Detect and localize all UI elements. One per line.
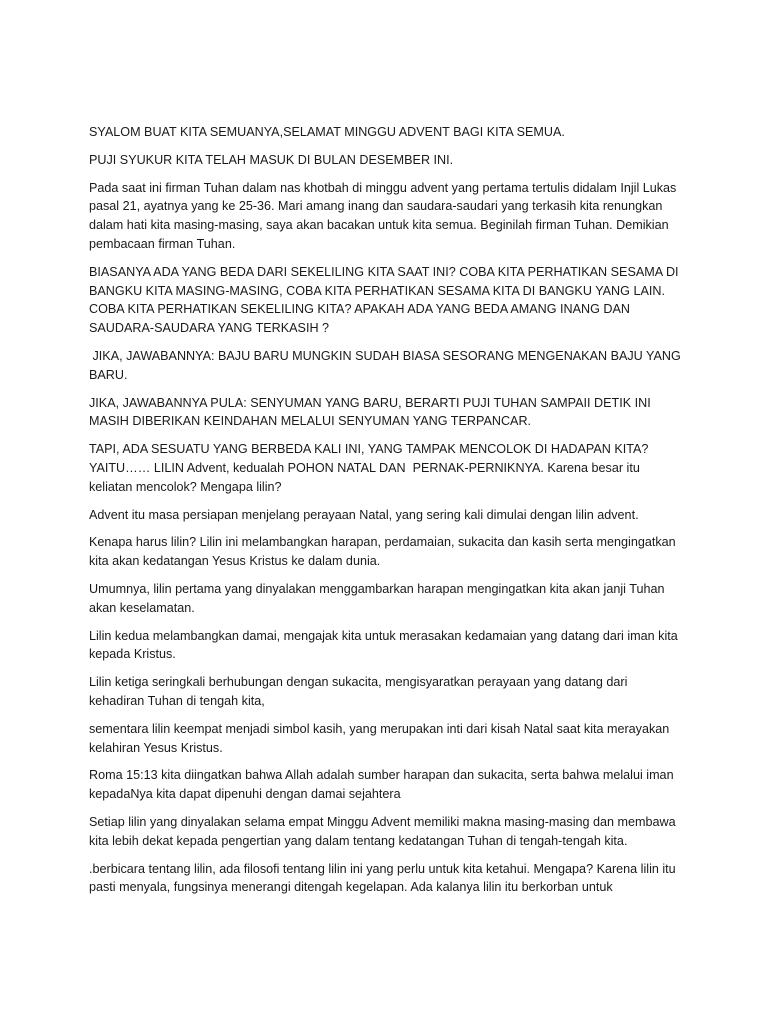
paragraph-fourth-candle: sementara lilin keempat menjadi simbol kasih, yang merupakan inti dari kisah Natal saat kita merayakan kelahiran Yesus Kristus. [89,721,673,755]
paragraph-thanks: PUJI SYUKUR KITA TELAH MASUK DI BULAN DESEMBER INI. [89,152,454,167]
paragraph-question: BIASANYA ADA YANG BEDA DARI SEKELILING KITA SAAT INI? COBA KITA PERHATIKAN SESAMA DI BANGKU KITA MASING-MASING, COBA KITA PERHATIKAN SESAMA KITA DI BANGKU YANG LAIN. COBA KITA PERHATIKAN SEKELILING KITA? APAKAH ADA YANG BEDA AMANG INANG DAN SAUDARA-SAUDARA YANG TERKASIH ? [89,264,683,336]
paragraph-scripture: Pada saat ini firman Tuhan dalam nas khotbah di minggu advent yang pertama tertulis didalam Injil Lukas pasal 21, ayatnya yang ke 25-36. Mari amang inang dan saudara-saudari yang terkasih kita renungkan dalam hati kita masing-masing, saya akan bacakan untuk kita semua. Beginilah firman Tuhan. Demikian pembacaan firman Tuhan. [89,180,680,251]
paragraph-answer-smile: JIKA, JAWABANNYA PULA: SENYUMAN YANG BARU, BERARTI PUJI TUHAN SAMPAII DETIK INI MASIH DIBERIKAN KEINDAHAN MELALUI SENYUMAN YANG TERPANCAR. [89,395,655,429]
paragraph-why-candle: Kenapa harus lilin? Lilin ini melambangkan harapan, perdamaian, sukacita dan kasih serta mengingatkan kita akan kedatangan Yesus Kristus ke dalam dunia. [89,535,680,569]
paragraph-greeting: SYALOM BUAT KITA SEMUANYA,SELAMAT MINGGU ADVENT BAGI KITA SEMUA. [89,125,565,139]
paragraph-advent-meaning: Advent itu masa persiapan menjelang perayaan Natal, yang sering kali dimulai dengan lilin advent. [89,507,639,522]
paragraph-answer-clothes: JIKA, JAWABANNYA: BAJU BARU MUNGKIN SUDAH BIASA SESORANG MENGENAKAN BAJU YANG BARU. [89,348,685,382]
paragraph-third-candle: Lilin ketiga seringkali berhubungan dengan sukacita, mengisyaratkan perayaan yang datang dari kehadiran Tuhan di tengah kita, [89,675,631,708]
paragraph-four-weeks: Setiap lilin yang dinyalakan selama empat Minggu Advent memiliki makna masing-masing dan membawa kita lebih dekat kepada pengertian yang dalam tentang kedatangan Tuhan di tengah-tengah kita. [89,814,680,848]
paragraph-first-candle: Umumnya, lilin pertama yang dinyalakan menggambarkan harapan mengingatkan kita akan janji Tuhan akan keselamatan. [89,581,668,615]
paragraph-romans: Roma 15:13 kita diingatkan bahwa Allah adalah sumber harapan dan sukacita, serta bahwa melalui iman kepadaNya kita dapat dipenuhi dengan damai sejahtera [89,768,678,802]
paragraph-second-candle: Lilin kedua melambangkan damai, mengajak kita untuk merasakan kedamaian yang datang dari iman kita kepada Kristus. [89,628,682,662]
document-page [89,123,685,906]
paragraph-advent-candle: TAPI, ADA SESUATU YANG BERBEDA KALI INI, YANG TAMPAK MENCOLOK DI HADAPAN KITA? YAITU…… LILIN Advent, kedualah POHON NATAL DAN PERNAK-PERNIKNYA. Karena besar itu keliatan mencolok? Mengapa lilin? [89,442,652,494]
paragraph-candle-philosophy: .berbicara tentang lilin, ada filosofi tentang lilin ini yang perlu untuk kita ketahui. Mengapa? Karena lilin itu pasti menyala, fungsinya menerangi ditengah kegelapan. Ada kalanya lilin itu berkorban untuk [89,861,680,895]
